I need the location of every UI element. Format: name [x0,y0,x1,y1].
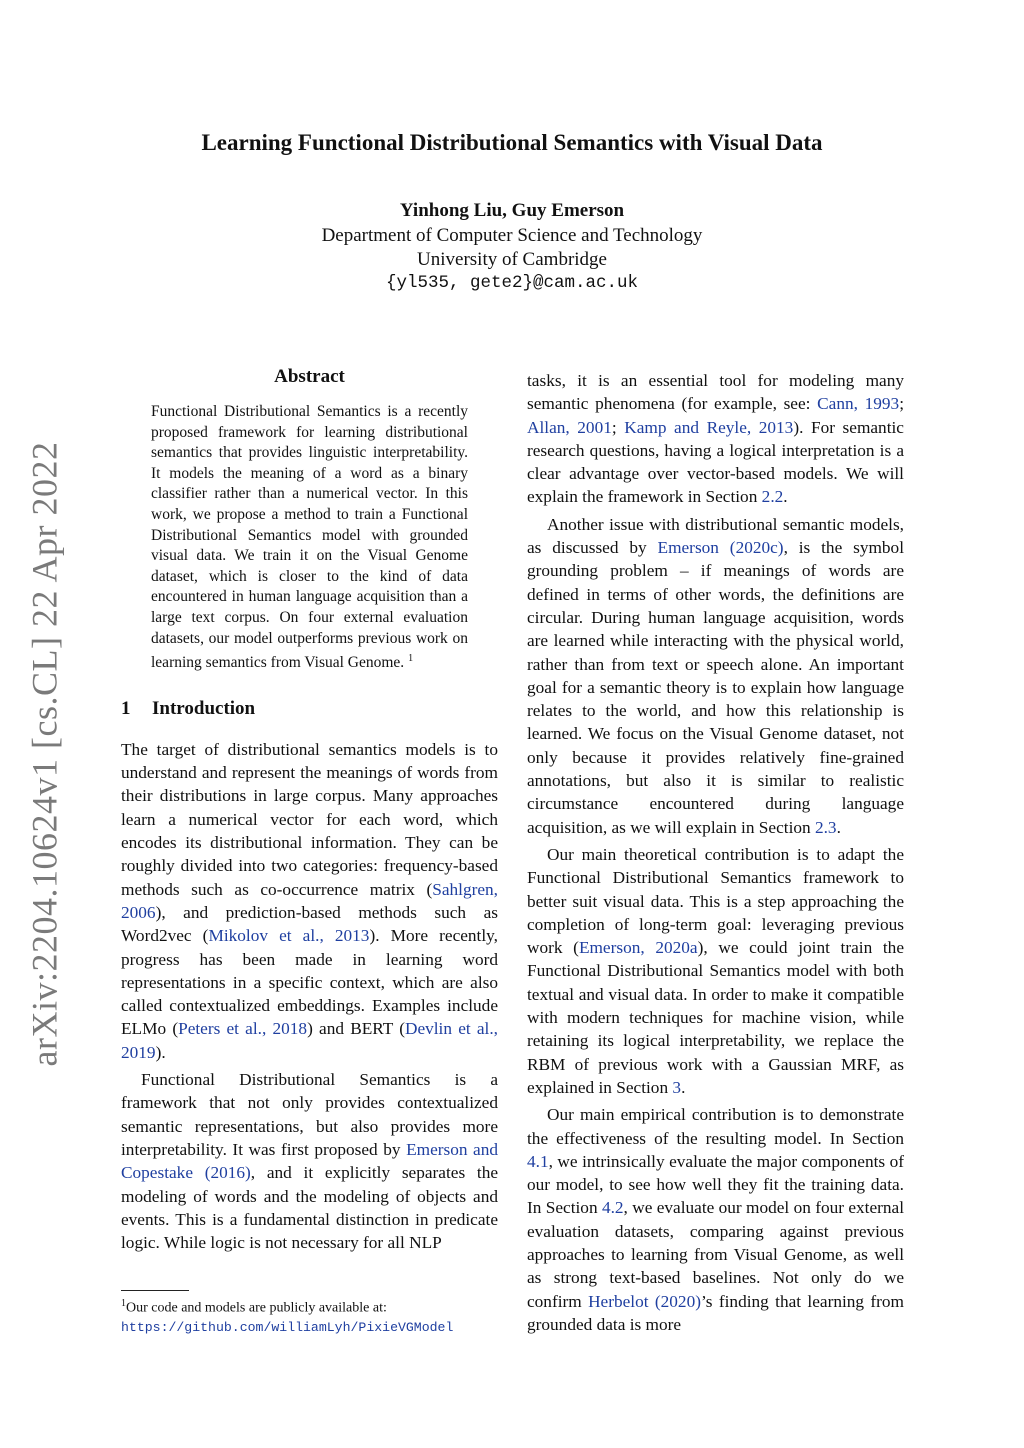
footnote-rule [121,1290,189,1291]
paper-title: Learning Functional Distributional Semantics with Visual Data [201,130,823,155]
text-run: , we intrinsically evaluate the major components of our model, to see how well they fit the training data. In Section [527,1151,904,1218]
citation-link[interactable]: Peters et al., 2018 [178,1019,308,1039]
text-run: ; [611,417,625,437]
text-run: . [836,817,841,837]
intro-paragraph-2 [121,1068,498,1254]
authors: Yinhong Liu, Guy Emerson [399,200,625,221]
text-run: ’s finding that learning from grounded data is more [527,1291,905,1334]
citation-link[interactable]: Devlin et al., 2019 [121,1019,498,1062]
arxiv-sidebar [4,442,84,1066]
text-run: , we evaluate our model on four external evaluation datasets, comparing against previous approaches to learning from Visual Genome, as well as strong text-based baselines. Not only do we confirm [527,1198,904,1311]
abstract-text: Functional Distributional Semantics is a recently proposed framework for learning distributional semantics that provides linguistic interpretability. It models the meaning of a word as a binary classifier rather than a numerical vector. In this work, we propose a method to train a Functional Distributional Semantics model with grounded visual data. We train it on the Visual Genome dataset, which is closer to the kind of data encountered in human language acquisition than a large text corpus. On four external evaluation datasets, our model outperforms previous work on learning semantics from Visual Genome. [151,403,468,672]
right-paragraph-3 [527,843,904,1099]
citation-link[interactable]: Sahlgren, 2006 [121,879,498,922]
citation-link[interactable]: Emerson and Copestake (2016) [121,1139,499,1183]
citation-link[interactable]: Herbelot (2020) [588,1291,701,1311]
text-run: tasks, it is an essential tool for modeling many semantic phenomena (for example, see: [527,371,904,414]
text-run: Another issue with distributional semantic models, as discussed by [527,514,904,558]
section-reference-link[interactable]: 2.2 [761,487,784,507]
section-reference-link[interactable]: 4.2 [601,1198,624,1218]
text-run: The target of distributional semantics models is to understand and represent the meanings of words from their distributions in large corpus. Many approaches learn a numerical vector for each word, which encodes its distributional information. They can be roughly divided into two categories: frequency-based methods such as co-occurrence matrix ( [121,739,498,899]
text-run: ) and BERT ( [307,1019,405,1039]
footnote-text: Our code and models are publicly available at: [126,1300,387,1316]
section-reference-link[interactable]: 3 [672,1077,682,1097]
text-run: Our main empirical contribution is to demonstrate the effectiveness of the resulting model. In Section [527,1105,904,1148]
citation-link[interactable]: Mikolov et al., 2013 [208,926,370,946]
affiliation-university: University of Cambridge [417,249,607,270]
intro-paragraph-1 [121,738,498,1064]
left-column [121,360,498,1254]
text-run: ; [899,394,904,414]
text-run: ). [155,1042,166,1062]
author-emails: {yl535, gete2}@cam.ac.uk [385,273,639,293]
citation-link[interactable]: Cann, 1993 [817,394,900,414]
text-run: ), we could joint train the Functional Distributional Semantics model with both textual and visual data. In order to make it compatible with modern techniques for machine vision, while retaining its logical interpretability, we replace the RBM of previous work with a Gaussian MRF, as explained in Section [527,938,904,1097]
section-number: 1 [121,697,131,719]
text-run: ), and prediction-based methods such as Word2vec ( [121,902,498,946]
section-title: Introduction [152,697,256,719]
abstract-heading: Abstract [274,366,345,387]
section-heading-introduction [121,698,498,720]
abstract-body [151,402,468,674]
citation-link[interactable]: Allan, 2001 [527,417,612,437]
text-run: . [681,1077,686,1097]
arxiv-stamp: arXiv:2204.10624v1 [cs.CL] 22 Apr 2022 [24,441,64,1067]
text-run: . [783,487,788,507]
citation-link[interactable]: Emerson, 2020a [578,938,698,958]
text-run: , and it explicitly separates the modeling of words and the modeling of objects and events. This is a fundamental distinction in predicate logic. While logic is not necessary for all NLP [121,1163,498,1253]
text-run: Our main theoretical contribution is to adapt the Functional Distributional Semantics framework to better suit visual data. This is a step approaching the completion of long-term goal: leveraging previous work ( [527,844,904,958]
right-paragraph-2 [527,513,904,839]
section-reference-link[interactable]: 2.3 [814,817,837,837]
repository-link[interactable]: https://github.com/williamLyh/PixieVGModel [121,1319,454,1335]
text-run: , is the symbol grounding problem – if meanings of words are defined in terms of other words, the definitions are circular. During human language acquisition, words are learned while interacting with the physical world, rather than from text or speech alone. An important goal for a semantic theory is to explain how language relates to the world, and how this relationship is learned. We focus on the Visual Genome dataset, not only because it provides relatively fine-grained annotations, but also it is similar to realistic circumstance encountered during language acquisition, as we will explain in Section [527,538,904,837]
footnote [121,1290,506,1337]
right-column [527,369,904,1336]
section-reference-link[interactable]: 4.1 [527,1151,549,1171]
affiliation-department: Department of Computer Science and Technology [321,225,703,246]
citation-link[interactable]: Emerson (2020c) [657,538,784,558]
text-run: ). More recently, progress has been made in learning word representations in a specific context, which are also called contextualized embeddings. Examples include ELMo ( [121,926,498,1039]
right-paragraph-4 [527,1103,904,1336]
text-run: Functional Distributional Semantics is a framework that not only provides contextualized semantic representations, but also provides more interpretability. It was first proposed by [121,1070,498,1159]
text-run: ). For semantic research questions, having a logical interpretation is a clear advantage over vector-based models. We will explain the framework in Section [527,417,904,507]
right-paragraph-1 [527,369,904,509]
footnote-marker[interactable]: 1 [408,653,414,665]
footnote-number: 1 [121,1298,126,1309]
citation-link[interactable]: Kamp and Reyle, 2013 [624,417,794,437]
